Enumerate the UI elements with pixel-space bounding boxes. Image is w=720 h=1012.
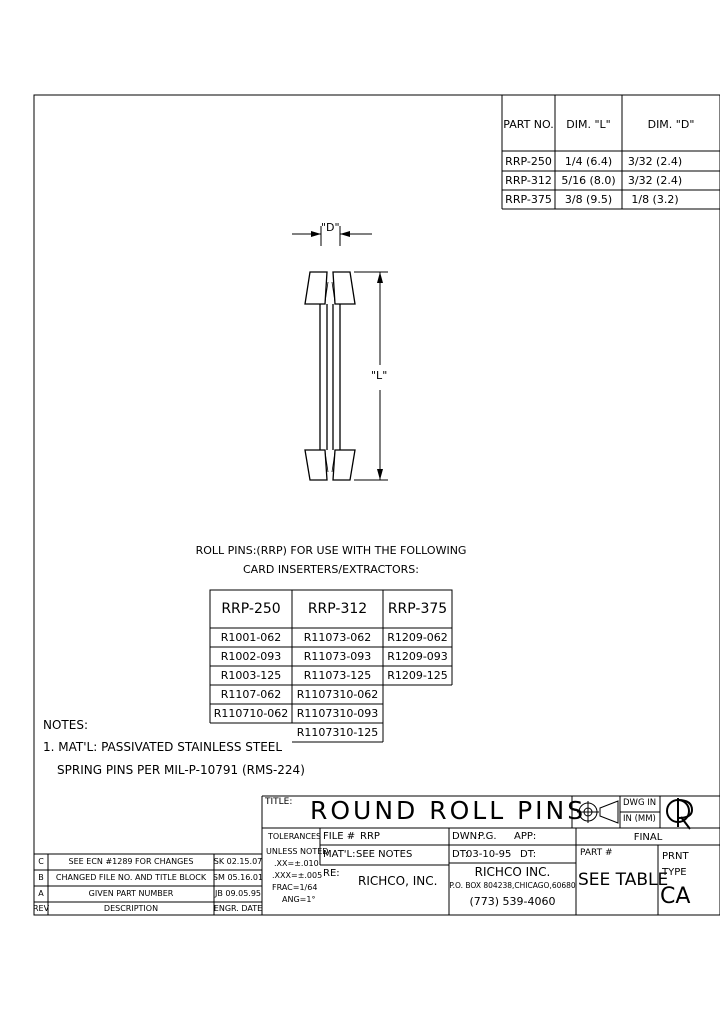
dwn-value: P.G. (478, 831, 497, 842)
part-table-cell: 5/16 (8.0) (561, 174, 616, 187)
dim-d-label: "D" (321, 221, 340, 234)
usage-cell: R1107310-093 (296, 707, 379, 720)
usage-cell: R11073-093 (303, 650, 372, 663)
file-label: FILE # (323, 831, 356, 842)
part-number-value: SEE TABLE (578, 870, 669, 890)
part-table-cell: 3/32 (2.4) (627, 174, 683, 187)
tolerance-xx: .XX=±.010 (274, 859, 319, 868)
usage-cell: R1107310-125 (296, 726, 379, 739)
usage-cell: R1209-125 (387, 669, 448, 682)
app-label: APP: (514, 831, 537, 842)
usage-cell: R1107310-062 (296, 688, 379, 701)
revision-letter: A (38, 889, 44, 898)
usage-cell: R1002-093 (220, 650, 282, 663)
tolerance-ang: ANG=1° (282, 895, 316, 904)
dwg-units-line2: IN (MM) (623, 814, 656, 824)
re-label: RE: (323, 868, 340, 879)
part-table-cell: RRP-312 (505, 174, 552, 187)
part-table-cell: 3/8 (9.5) (564, 193, 613, 206)
usage-cell: R1003-125 (220, 669, 282, 682)
dwg-units-line1: DWG IN (623, 798, 657, 808)
sheet-border (34, 95, 720, 915)
usage-cell: R1209-062 (387, 631, 448, 644)
revision-letter: B (38, 873, 44, 882)
company-name: RICHCO INC. (474, 865, 551, 879)
usage-cell: R1107-062 (220, 688, 282, 701)
usage-cell: R11073-062 (303, 631, 372, 644)
revision-header-rev: REV (32, 903, 50, 913)
unless-noted-label: UNLESS NOTED (266, 847, 329, 856)
part-table-header-dim-d: DIM. "D" (647, 117, 695, 131)
revision-description: GIVEN PART NUMBER (88, 889, 174, 898)
part-number-label: PART # (580, 848, 613, 858)
dim-l-label: "L" (371, 369, 388, 382)
usage-caption-line2: CARD INSERTERS/EXTRACTORS: (243, 562, 419, 576)
company-address: P.O. BOX 804238,CHICAGO,60680 (449, 881, 576, 891)
part-table-cell: 3/32 (2.4) (627, 154, 683, 168)
drawing-title: ROUND ROLL PINS (310, 796, 587, 825)
revision-letter: C (38, 857, 44, 866)
tolerance-xxx: .XXX=±.005 (272, 871, 323, 880)
print-type-label1: PRNT (662, 851, 689, 862)
usage-cell: R110710-062 (213, 707, 289, 720)
usage-header-rrp-375: RRP-375 (387, 601, 448, 617)
re-value: RICHCO, INC. (358, 874, 438, 888)
part-table-header-partno: PART NO. (503, 117, 554, 131)
revision-engr-date: JB 09.05.95 (214, 889, 261, 898)
company-phone: (773) 539-4060 (469, 894, 556, 908)
revision-engr-date: SK 02.15.07 (213, 857, 263, 866)
notes-line1: 1. MAT'L: PASSIVATED STAINLESS STEEL (43, 740, 283, 754)
part-table-cell: 1/8 (3.2) (631, 193, 679, 206)
usage-cell: R1209-093 (387, 650, 448, 663)
notes-line2: SPRING PINS PER MIL-P-10791 (RMS-224) (57, 763, 305, 777)
richco-logo (667, 798, 692, 829)
matl-value: SEE NOTES (356, 849, 413, 860)
dwn-label: DWN: (452, 831, 481, 842)
revision-engr-date: SM 05.16.01 (212, 873, 264, 882)
usage-header-rrp-312: RRP-312 (307, 601, 368, 617)
part-table-header-dim-l: DIM. "L" (566, 117, 611, 131)
roll-pin-section-view (305, 272, 355, 480)
revision-description: SEE ECN #1289 FOR CHANGES (68, 857, 194, 866)
revision-header-engr-date: ENGR. DATE (213, 903, 263, 913)
usage-caption-line1: ROLL PINS:(RRP) FOR USE WITH THE FOLLOWING (195, 543, 467, 557)
print-type-value: CA (660, 884, 691, 909)
dt-value: 03-10-95 (466, 849, 512, 860)
final-label: FINAL (633, 832, 663, 843)
matl-label: MAT'L: (323, 849, 356, 860)
revision-header-description: DESCRIPTION (103, 903, 159, 913)
file-value: RRP (360, 831, 380, 842)
title-label: TITLE: (265, 797, 293, 807)
revision-description: CHANGED FILE NO. AND TITLE BLOCK (55, 873, 207, 882)
part-table-cell: RRP-250 (505, 154, 552, 168)
print-type-label2: TYPE (662, 867, 687, 878)
usage-cell: R11073-125 (303, 669, 372, 682)
notes-heading: NOTES: (43, 718, 88, 732)
dt-label: DT: (452, 849, 469, 860)
tolerances-label: TOLERANCES (268, 832, 322, 841)
tolerance-frac: FRAC=1/64 (272, 883, 318, 892)
usage-header-rrp-250: RRP-250 (221, 601, 281, 617)
part-table-cell: 1/4 (6.4) (564, 154, 613, 168)
part-table-cell: RRP-375 (505, 193, 552, 206)
dt2-label: DT: (520, 849, 537, 860)
usage-cell: R1001-062 (220, 631, 282, 644)
